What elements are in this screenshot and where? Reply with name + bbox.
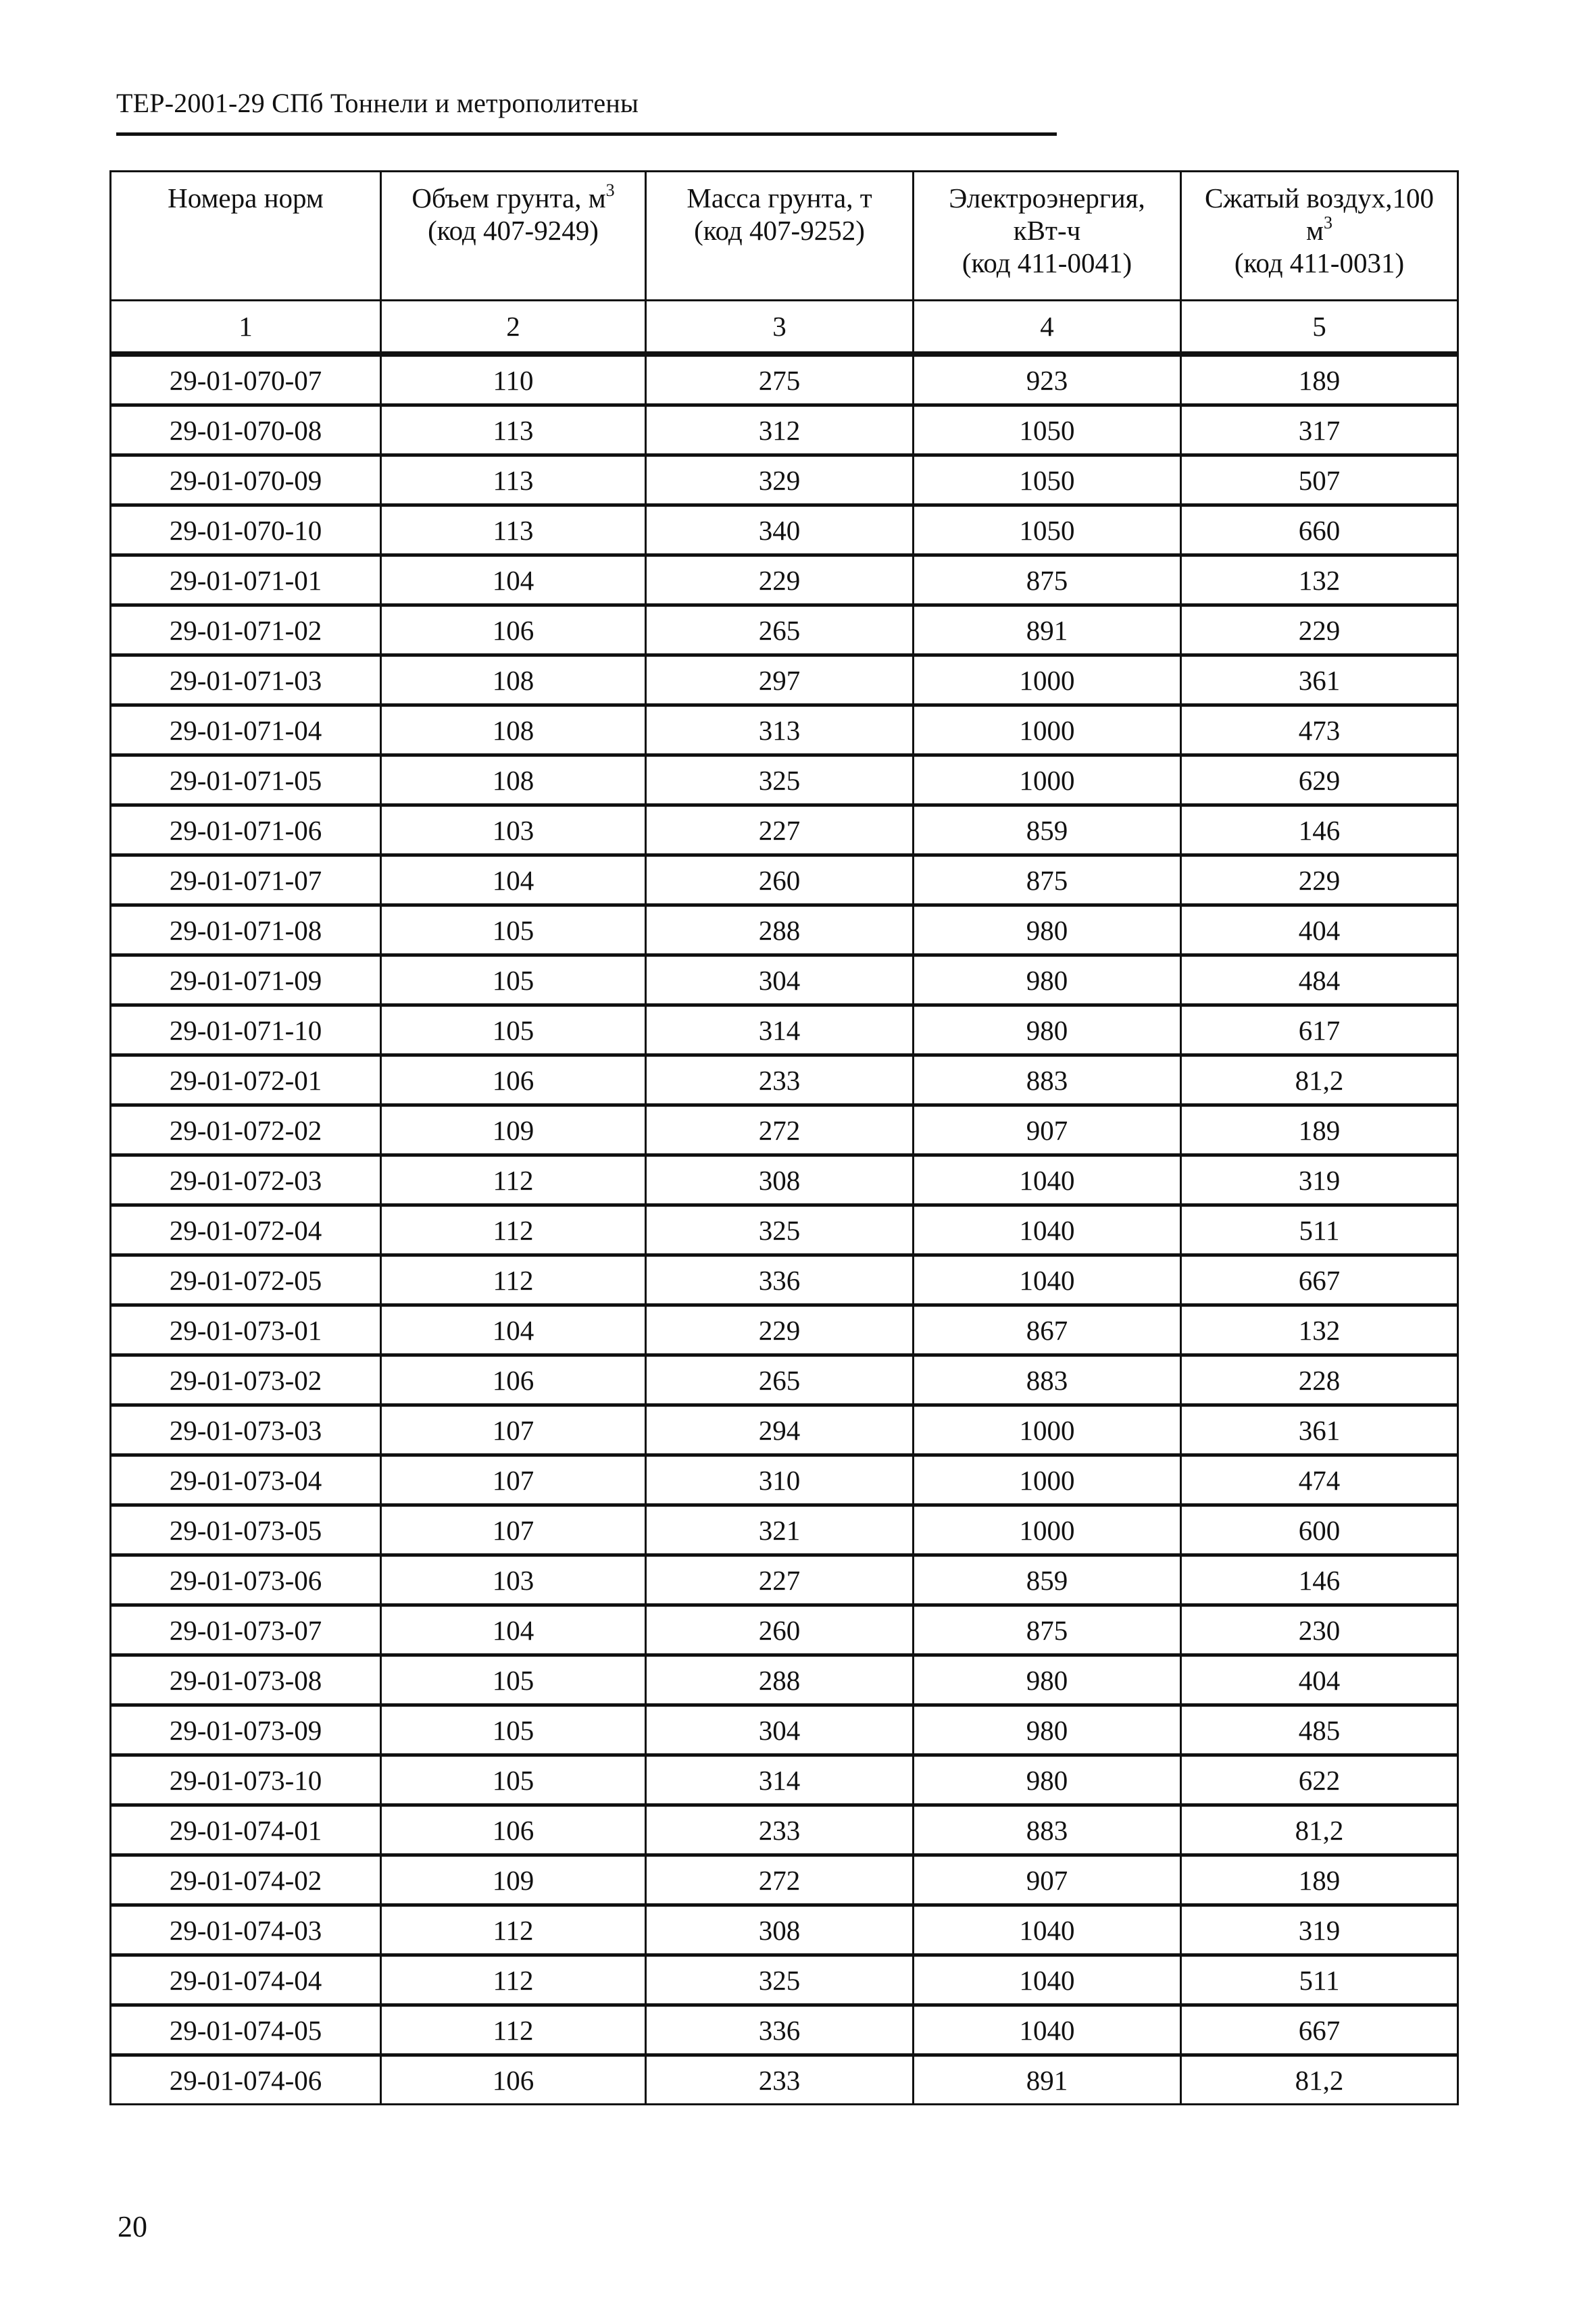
soil-volume-cell: 106 xyxy=(381,1055,646,1105)
compressed-air-cell: 132 xyxy=(1181,1305,1458,1355)
soil-volume-cell: 104 xyxy=(381,555,646,605)
norm-number-cell: 29-01-071-06 xyxy=(111,805,381,855)
norm-number-cell: 29-01-072-05 xyxy=(111,1255,381,1305)
soil-mass-cell: 265 xyxy=(646,605,914,655)
table-row xyxy=(111,1905,1458,1955)
electricity-cell: 980 xyxy=(914,1705,1181,1755)
norm-number-cell: 29-01-073-01 xyxy=(111,1305,381,1355)
norm-number-cell: 29-01-074-03 xyxy=(111,1905,381,1955)
soil-mass-cell: 325 xyxy=(646,1955,914,2005)
table-row xyxy=(111,505,1458,555)
soil-volume-cell: 113 xyxy=(381,505,646,555)
soil-volume-cell: 106 xyxy=(381,1355,646,1405)
norm-number-cell: 29-01-074-06 xyxy=(111,2055,381,2105)
soil-volume-cell: 109 xyxy=(381,1855,646,1905)
electricity-cell: 867 xyxy=(914,1305,1181,1355)
soil-volume-cell: 103 xyxy=(381,805,646,855)
soil-mass-cell: 329 xyxy=(646,455,914,505)
compressed-air-cell: 81,2 xyxy=(1181,1055,1458,1105)
compressed-air-cell: 230 xyxy=(1181,1605,1458,1655)
norm-number-cell: 29-01-074-05 xyxy=(111,2005,381,2055)
soil-mass-cell: 294 xyxy=(646,1405,914,1455)
soil-volume-cell: 112 xyxy=(381,1205,646,1255)
norm-number-cell: 29-01-070-07 xyxy=(111,354,381,405)
table-row xyxy=(111,1055,1458,1105)
norm-number-cell: 29-01-071-08 xyxy=(111,905,381,955)
norm-number-cell: 29-01-072-03 xyxy=(111,1155,381,1205)
electricity-cell: 891 xyxy=(914,2055,1181,2105)
table-row xyxy=(111,1305,1458,1355)
soil-volume-cell: 110 xyxy=(381,354,646,405)
soil-mass-cell: 272 xyxy=(646,1105,914,1155)
electricity-cell: 859 xyxy=(914,805,1181,855)
electricity-cell: 980 xyxy=(914,1655,1181,1705)
soil-mass-cell: 304 xyxy=(646,955,914,1005)
compressed-air-cell: 622 xyxy=(1181,1755,1458,1805)
electricity-cell: 1000 xyxy=(914,1455,1181,1505)
compressed-air-cell: 404 xyxy=(1181,905,1458,955)
electricity-cell: 1040 xyxy=(914,1905,1181,1955)
compressed-air-cell: 361 xyxy=(1181,655,1458,705)
electricity-cell: 883 xyxy=(914,1055,1181,1105)
norm-number-cell: 29-01-073-09 xyxy=(111,1705,381,1755)
compressed-air-cell: 473 xyxy=(1181,705,1458,755)
norm-number-cell: 29-01-073-03 xyxy=(111,1405,381,1455)
soil-mass-cell: 233 xyxy=(646,2055,914,2105)
page-number: 20 xyxy=(118,2210,147,2243)
norm-number-cell: 29-01-073-06 xyxy=(111,1555,381,1605)
soil-volume-cell: 109 xyxy=(381,1105,646,1155)
soil-mass-cell: 227 xyxy=(646,805,914,855)
compressed-air-cell: 189 xyxy=(1181,1855,1458,1905)
compressed-air-cell: 189 xyxy=(1181,354,1458,405)
electricity-cell: 1040 xyxy=(914,1155,1181,1205)
soil-mass-cell: 336 xyxy=(646,2005,914,2055)
soil-volume-cell: 104 xyxy=(381,855,646,905)
norms-table xyxy=(109,170,1459,2105)
norm-number-cell: 29-01-074-04 xyxy=(111,1955,381,2005)
electricity-cell: 875 xyxy=(914,1605,1181,1655)
electricity-cell: 1000 xyxy=(914,1505,1181,1555)
soil-mass-cell: 304 xyxy=(646,1705,914,1755)
table-row xyxy=(111,1255,1458,1305)
table-row xyxy=(111,1605,1458,1655)
norm-number-cell: 29-01-073-02 xyxy=(111,1355,381,1405)
soil-mass-cell: 288 xyxy=(646,905,914,955)
header-line: Сжатый воздух,100 xyxy=(1204,182,1435,214)
norm-number-cell: 29-01-071-01 xyxy=(111,555,381,605)
table-row xyxy=(111,1155,1458,1205)
norm-number-cell: 29-01-070-08 xyxy=(111,405,381,455)
electricity-cell: 1050 xyxy=(914,455,1181,505)
norm-number-cell: 29-01-071-10 xyxy=(111,1005,381,1055)
table-row xyxy=(111,1205,1458,1255)
norm-number-cell: 29-01-071-09 xyxy=(111,955,381,1005)
compressed-air-cell: 319 xyxy=(1181,1905,1458,1955)
soil-volume-cell: 112 xyxy=(381,1255,646,1305)
soil-volume-cell: 107 xyxy=(381,1405,646,1455)
soil-mass-cell: 229 xyxy=(646,1305,914,1355)
compressed-air-cell: 485 xyxy=(1181,1705,1458,1755)
electricity-cell: 1040 xyxy=(914,2005,1181,2055)
table-row xyxy=(111,1755,1458,1805)
soil-mass-cell: 260 xyxy=(646,1605,914,1655)
header-line: Масса грунта, т xyxy=(687,182,872,214)
soil-mass-cell: 340 xyxy=(646,505,914,555)
table-row xyxy=(111,1705,1458,1755)
electricity-cell: 1040 xyxy=(914,1955,1181,2005)
soil-volume-cell: 103 xyxy=(381,1555,646,1605)
soil-volume-cell: 106 xyxy=(381,605,646,655)
header-soil-mass xyxy=(646,172,914,301)
table-row xyxy=(111,1555,1458,1605)
compressed-air-cell: 629 xyxy=(1181,755,1458,805)
norm-number-cell: 29-01-072-04 xyxy=(111,1205,381,1255)
norm-number-cell: 29-01-071-07 xyxy=(111,855,381,905)
soil-volume-cell: 104 xyxy=(381,1605,646,1655)
norm-number-cell: 29-01-070-09 xyxy=(111,455,381,505)
header-line: Номера норм xyxy=(168,182,324,214)
soil-mass-cell: 227 xyxy=(646,1555,914,1605)
table-row xyxy=(111,354,1458,405)
header-rule xyxy=(116,132,1057,136)
soil-mass-cell: 272 xyxy=(646,1855,914,1905)
table-row xyxy=(111,1505,1458,1555)
table-row xyxy=(111,1805,1458,1855)
table-row xyxy=(111,1455,1458,1505)
header-line: (код 411-0031) xyxy=(1234,247,1405,278)
soil-mass-cell: 314 xyxy=(646,1005,914,1055)
header-line xyxy=(1182,214,1457,247)
compressed-air-cell: 511 xyxy=(1181,1955,1458,2005)
header-line: (код 407-9252) xyxy=(694,215,865,246)
electricity-cell: 859 xyxy=(914,1555,1181,1605)
electricity-cell: 891 xyxy=(914,605,1181,655)
soil-volume-cell: 106 xyxy=(381,1805,646,1855)
table-row xyxy=(111,1955,1458,2005)
electricity-cell: 1000 xyxy=(914,1405,1181,1455)
soil-mass-cell: 310 xyxy=(646,1455,914,1505)
soil-mass-cell: 308 xyxy=(646,1905,914,1955)
table-body xyxy=(111,354,1458,2105)
table-row xyxy=(111,855,1458,905)
soil-mass-cell: 336 xyxy=(646,1255,914,1305)
column-number: 4 xyxy=(914,301,1181,355)
table-row xyxy=(111,2055,1458,2105)
soil-mass-cell: 260 xyxy=(646,855,914,905)
norm-number-cell: 29-01-073-08 xyxy=(111,1655,381,1705)
electricity-cell: 1000 xyxy=(914,755,1181,805)
column-number: 5 xyxy=(1181,301,1458,355)
soil-mass-cell: 314 xyxy=(646,1755,914,1805)
electricity-cell: 1000 xyxy=(914,705,1181,755)
table-row xyxy=(111,455,1458,505)
electricity-cell: 907 xyxy=(914,1855,1181,1905)
table-row xyxy=(111,805,1458,855)
table-row xyxy=(111,555,1458,605)
norm-number-cell: 29-01-073-10 xyxy=(111,1755,381,1805)
soil-volume-cell: 105 xyxy=(381,1705,646,1755)
table-row xyxy=(111,2005,1458,2055)
header-compressed-air xyxy=(1181,172,1458,301)
header-line-text: Объем грунта, м xyxy=(412,182,606,214)
header-line: Электроэнергия, xyxy=(949,182,1145,214)
superscript: 3 xyxy=(1323,213,1332,233)
electricity-cell: 923 xyxy=(914,354,1181,405)
soil-volume-cell: 105 xyxy=(381,1755,646,1805)
soil-volume-cell: 105 xyxy=(381,905,646,955)
norm-number-cell: 29-01-073-07 xyxy=(111,1605,381,1655)
electricity-cell: 883 xyxy=(914,1805,1181,1855)
compressed-air-cell: 229 xyxy=(1181,855,1458,905)
table-row xyxy=(111,705,1458,755)
header-line: (код 407-9249) xyxy=(428,215,599,246)
compressed-air-cell: 146 xyxy=(1181,805,1458,855)
column-number: 1 xyxy=(111,301,381,355)
electricity-cell: 1000 xyxy=(914,655,1181,705)
compressed-air-cell: 507 xyxy=(1181,455,1458,505)
table-header-row xyxy=(111,172,1458,301)
norm-number-cell: 29-01-071-03 xyxy=(111,655,381,705)
electricity-cell: 883 xyxy=(914,1355,1181,1405)
soil-mass-cell: 288 xyxy=(646,1655,914,1705)
soil-mass-cell: 265 xyxy=(646,1355,914,1405)
compressed-air-cell: 189 xyxy=(1181,1105,1458,1155)
soil-mass-cell: 321 xyxy=(646,1505,914,1555)
compressed-air-cell: 229 xyxy=(1181,605,1458,655)
table-row xyxy=(111,1355,1458,1405)
soil-volume-cell: 107 xyxy=(381,1505,646,1555)
compressed-air-cell: 617 xyxy=(1181,1005,1458,1055)
soil-volume-cell: 105 xyxy=(381,1655,646,1705)
electricity-cell: 875 xyxy=(914,855,1181,905)
table-row xyxy=(111,755,1458,805)
table-row xyxy=(111,1855,1458,1905)
compressed-air-cell: 660 xyxy=(1181,505,1458,555)
superscript: 3 xyxy=(605,180,615,201)
table-row xyxy=(111,605,1458,655)
compressed-air-cell: 81,2 xyxy=(1181,1805,1458,1855)
norm-number-cell: 29-01-073-04 xyxy=(111,1455,381,1505)
table-row xyxy=(111,955,1458,1005)
soil-volume-cell: 112 xyxy=(381,1155,646,1205)
table-row xyxy=(111,1655,1458,1705)
compressed-air-cell: 667 xyxy=(1181,2005,1458,2055)
header-electricity xyxy=(914,172,1181,301)
norm-number-cell: 29-01-072-01 xyxy=(111,1055,381,1105)
norm-number-cell: 29-01-073-05 xyxy=(111,1505,381,1555)
compressed-air-cell: 404 xyxy=(1181,1655,1458,1705)
compressed-air-cell: 600 xyxy=(1181,1505,1458,1555)
soil-mass-cell: 275 xyxy=(646,354,914,405)
electricity-cell: 875 xyxy=(914,555,1181,605)
electricity-cell: 980 xyxy=(914,1005,1181,1055)
soil-volume-cell: 113 xyxy=(381,405,646,455)
table-row xyxy=(111,905,1458,955)
soil-volume-cell: 106 xyxy=(381,2055,646,2105)
electricity-cell: 1050 xyxy=(914,505,1181,555)
compressed-air-cell: 317 xyxy=(1181,405,1458,455)
header-norm-numbers xyxy=(111,172,381,301)
soil-volume-cell: 112 xyxy=(381,1955,646,2005)
header-soil-volume xyxy=(381,172,646,301)
soil-mass-cell: 325 xyxy=(646,1205,914,1255)
soil-mass-cell: 229 xyxy=(646,555,914,605)
norm-number-cell: 29-01-074-01 xyxy=(111,1805,381,1855)
norm-number-cell: 29-01-072-02 xyxy=(111,1105,381,1155)
electricity-cell: 980 xyxy=(914,955,1181,1005)
soil-volume-cell: 108 xyxy=(381,755,646,805)
compressed-air-cell: 146 xyxy=(1181,1555,1458,1605)
electricity-cell: 1040 xyxy=(914,1205,1181,1255)
soil-volume-cell: 107 xyxy=(381,1455,646,1505)
header-line: (код 411-0041) xyxy=(962,247,1132,278)
soil-mass-cell: 308 xyxy=(646,1155,914,1205)
soil-mass-cell: 325 xyxy=(646,755,914,805)
soil-mass-cell: 233 xyxy=(646,1805,914,1855)
compressed-air-cell: 484 xyxy=(1181,955,1458,1005)
electricity-cell: 1040 xyxy=(914,1255,1181,1305)
soil-volume-cell: 112 xyxy=(381,2005,646,2055)
soil-mass-cell: 313 xyxy=(646,705,914,755)
soil-volume-cell: 112 xyxy=(381,1905,646,1955)
norm-number-cell: 29-01-074-02 xyxy=(111,1855,381,1905)
table-row xyxy=(111,1105,1458,1155)
soil-volume-cell: 104 xyxy=(381,1305,646,1355)
compressed-air-cell: 361 xyxy=(1181,1405,1458,1455)
soil-volume-cell: 105 xyxy=(381,1005,646,1055)
table-row xyxy=(111,655,1458,705)
soil-volume-cell: 108 xyxy=(381,655,646,705)
soil-volume-cell: 105 xyxy=(381,955,646,1005)
soil-mass-cell: 233 xyxy=(646,1055,914,1105)
header-line: кВт-ч xyxy=(1013,215,1081,246)
norm-number-cell: 29-01-071-02 xyxy=(111,605,381,655)
header-line-text: м xyxy=(1306,215,1324,246)
soil-mass-cell: 297 xyxy=(646,655,914,705)
soil-mass-cell: 312 xyxy=(646,405,914,455)
compressed-air-cell: 511 xyxy=(1181,1205,1458,1255)
compressed-air-cell: 132 xyxy=(1181,555,1458,605)
column-number: 3 xyxy=(646,301,914,355)
compressed-air-cell: 228 xyxy=(1181,1355,1458,1405)
electricity-cell: 907 xyxy=(914,1105,1181,1155)
compressed-air-cell: 319 xyxy=(1181,1155,1458,1205)
electricity-cell: 980 xyxy=(914,905,1181,955)
table-row xyxy=(111,1005,1458,1055)
column-number-row xyxy=(111,301,1458,355)
soil-volume-cell: 108 xyxy=(381,705,646,755)
table-row xyxy=(111,1405,1458,1455)
column-number: 2 xyxy=(381,301,646,355)
norm-number-cell: 29-01-071-04 xyxy=(111,705,381,755)
table-row xyxy=(111,405,1458,455)
page-header-title: ТЕР-2001-29 СПб Тоннели и метрополитены xyxy=(116,88,639,118)
electricity-cell: 1050 xyxy=(914,405,1181,455)
compressed-air-cell: 667 xyxy=(1181,1255,1458,1305)
soil-volume-cell: 113 xyxy=(381,455,646,505)
norm-number-cell: 29-01-071-05 xyxy=(111,755,381,805)
compressed-air-cell: 474 xyxy=(1181,1455,1458,1505)
electricity-cell: 980 xyxy=(914,1755,1181,1805)
compressed-air-cell: 81,2 xyxy=(1181,2055,1458,2105)
norm-number-cell: 29-01-070-10 xyxy=(111,505,381,555)
header-line xyxy=(382,182,645,214)
